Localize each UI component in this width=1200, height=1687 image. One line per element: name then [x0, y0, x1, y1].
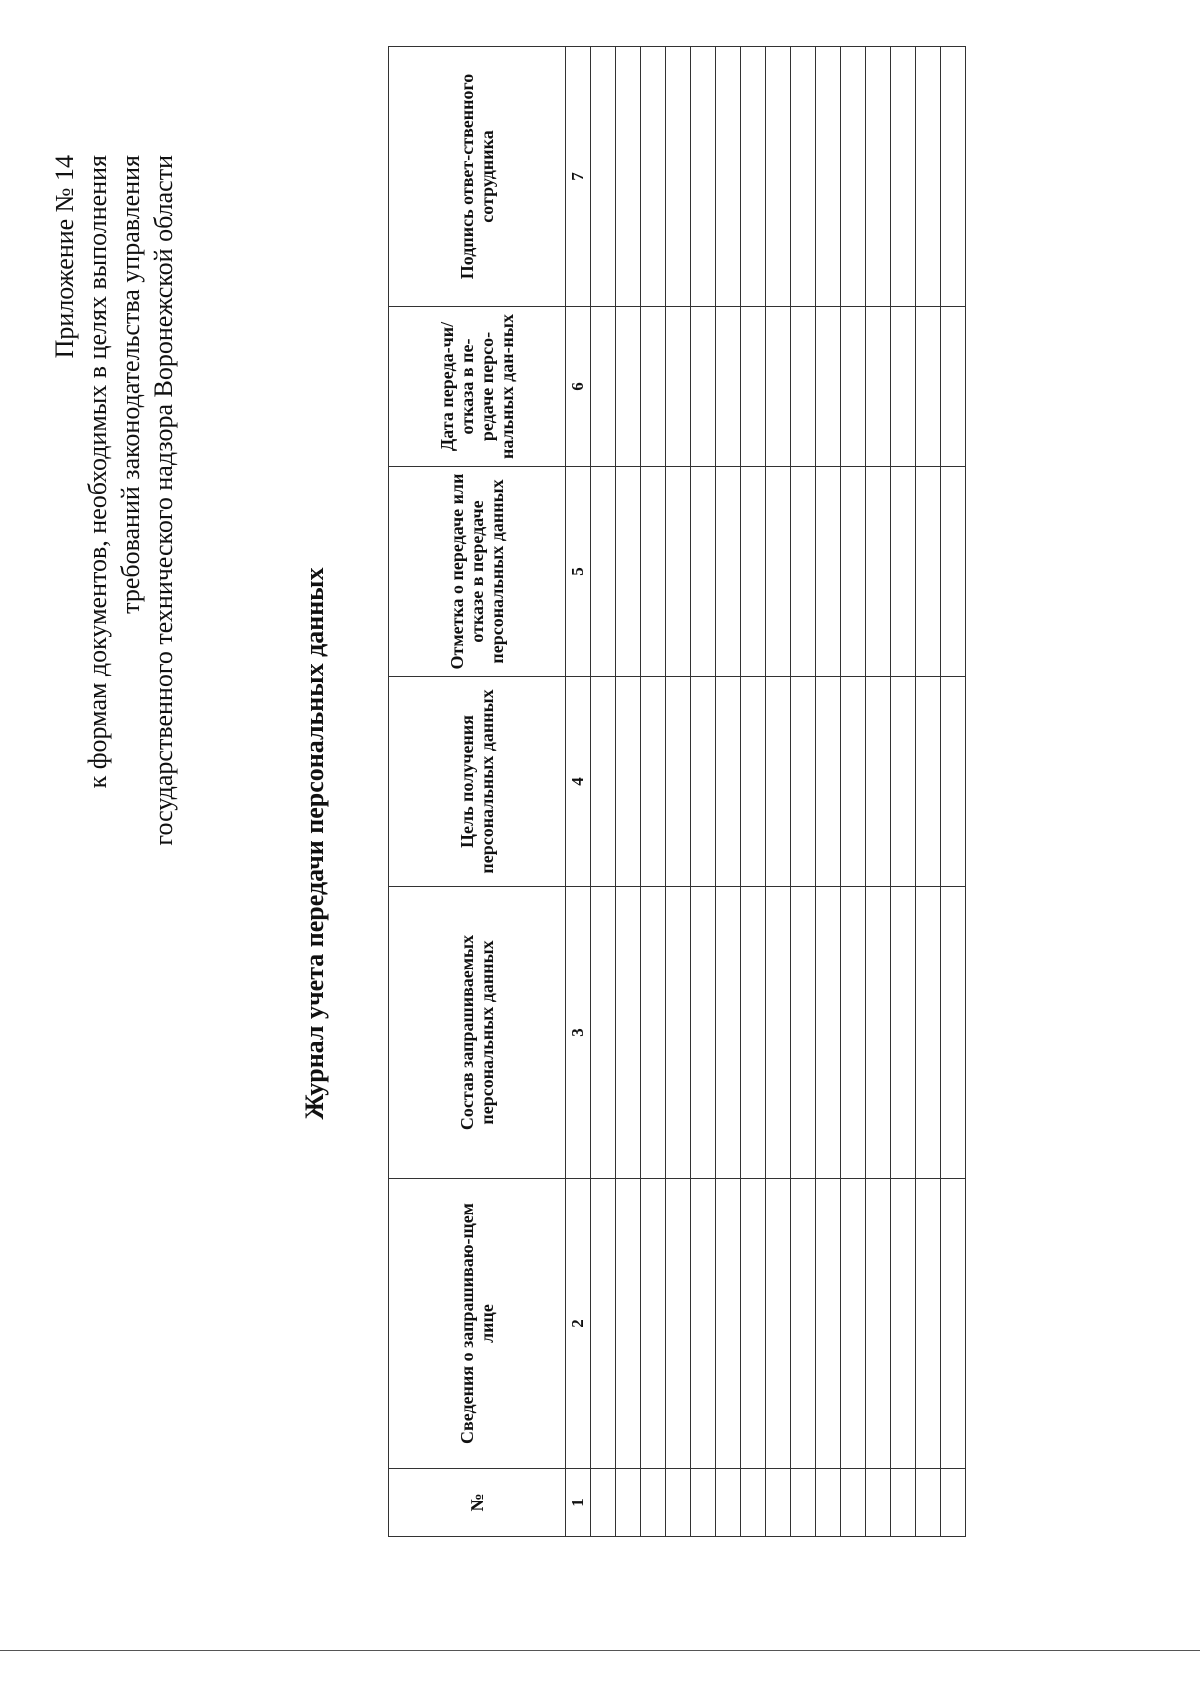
table-cell — [791, 307, 816, 467]
table-cell — [891, 1179, 916, 1469]
journal-title: Журнал учета передачи персональных данных — [300, 567, 329, 1120]
table-cell — [716, 887, 741, 1179]
table-cell — [791, 1179, 816, 1469]
table-cell — [591, 1469, 616, 1537]
table-cell — [641, 887, 666, 1179]
table-cell — [916, 467, 941, 677]
column-number: 1 — [566, 1469, 591, 1537]
table-cell — [791, 467, 816, 677]
table-cell — [691, 887, 716, 1179]
table-cell — [841, 677, 866, 887]
column-number: 7 — [566, 47, 591, 307]
table-cell — [616, 47, 641, 307]
table-cell — [766, 1179, 791, 1469]
appendix-line-2: к формам документов, необходимых в целях выполнения — [83, 155, 112, 789]
table-cell — [891, 467, 916, 677]
journal-table — [388, 46, 966, 1537]
table-cell — [941, 677, 966, 887]
table-row — [816, 47, 841, 1537]
table-cell — [816, 677, 841, 887]
table-row — [591, 47, 616, 1537]
table-cell — [941, 467, 966, 677]
table-cell — [641, 307, 666, 467]
table-cell — [691, 307, 716, 467]
table-cell — [866, 677, 891, 887]
table-cell — [641, 677, 666, 887]
appendix-line-3: требований законодательства управления — [116, 155, 145, 614]
table-cell — [741, 307, 766, 467]
table-cell — [791, 47, 816, 307]
column-number: 6 — [566, 307, 591, 467]
table-cell — [816, 1179, 841, 1469]
table-cell — [591, 307, 616, 467]
table-cell — [616, 1179, 641, 1469]
table-cell — [841, 467, 866, 677]
table-cell — [616, 677, 641, 887]
table-cell — [716, 1469, 741, 1537]
table-cell — [766, 307, 791, 467]
table-cell — [591, 677, 616, 887]
table-cell — [691, 1469, 716, 1537]
table-cell — [891, 47, 916, 307]
table-cell — [616, 1469, 641, 1537]
table-cell — [841, 307, 866, 467]
table-cell — [816, 887, 841, 1179]
table-cell — [616, 887, 641, 1179]
table-row — [766, 47, 791, 1537]
table-cell — [841, 47, 866, 307]
table-cell — [766, 467, 791, 677]
table-cell — [716, 47, 741, 307]
table-cell — [941, 887, 966, 1179]
table-cell — [791, 1469, 816, 1537]
table-row — [691, 47, 716, 1537]
table-cell — [891, 887, 916, 1179]
table-cell — [766, 1469, 791, 1537]
table-cell — [916, 47, 941, 307]
column-number: 3 — [566, 887, 591, 1179]
header-transfer-mark: Отметка о передаче или отказе в передаче персональных данных — [389, 467, 566, 677]
table-cell — [716, 1179, 741, 1469]
table-cell — [741, 467, 766, 677]
table-cell — [941, 1179, 966, 1469]
table-cell — [641, 467, 666, 677]
table-cell — [691, 467, 716, 677]
table-cell — [716, 677, 741, 887]
table-cell — [666, 467, 691, 677]
table-row — [941, 47, 966, 1537]
table-row — [741, 47, 766, 1537]
column-number-row — [566, 47, 591, 1537]
table-cell — [716, 307, 741, 467]
table-cell — [866, 887, 891, 1179]
appendix-number: Приложение № 14 — [50, 155, 79, 359]
table-cell — [591, 1179, 616, 1469]
table-cell — [741, 1179, 766, 1469]
table-row — [616, 47, 641, 1537]
header-requested-data: Состав запрашиваемых персональных данных — [389, 887, 566, 1179]
table-row — [641, 47, 666, 1537]
table-cell — [741, 677, 766, 887]
table-cell — [816, 467, 841, 677]
header-number: № — [389, 1469, 566, 1537]
scan-bottom-rule — [0, 1650, 1200, 1651]
table-cell — [766, 677, 791, 887]
column-number: 2 — [566, 1179, 591, 1469]
table-cell — [666, 47, 691, 307]
table-cell — [916, 887, 941, 1179]
table-cell — [641, 47, 666, 307]
table-row — [791, 47, 816, 1537]
header-requester-info: Сведения о запрашиваю-щем лице — [389, 1179, 566, 1469]
table-cell — [591, 887, 616, 1179]
table-cell — [941, 1469, 966, 1537]
table-cell — [591, 47, 616, 307]
table-cell — [641, 1179, 666, 1469]
table-cell — [916, 1469, 941, 1537]
table-cell — [691, 1179, 716, 1469]
table-cell — [641, 1469, 666, 1537]
table-cell — [816, 47, 841, 307]
appendix-line-4: государственного технического надзора Воронежской области — [149, 155, 178, 846]
table-row — [866, 47, 891, 1537]
table-cell — [616, 467, 641, 677]
table-cell — [816, 307, 841, 467]
table-cell — [741, 887, 766, 1179]
table-cell — [591, 467, 616, 677]
table-cell — [866, 47, 891, 307]
table-cell — [616, 307, 641, 467]
table-cell — [841, 887, 866, 1179]
table-row — [841, 47, 866, 1537]
table-cell — [691, 677, 716, 887]
table-cell — [791, 677, 816, 887]
column-number: 5 — [566, 467, 591, 677]
table-cell — [866, 307, 891, 467]
table-cell — [941, 307, 966, 467]
header-transfer-date: Дата переда-чи/отказа в пе-редаче персо-нальных дан-ных — [389, 307, 566, 467]
table-cell — [666, 1179, 691, 1469]
table-cell — [866, 467, 891, 677]
table-cell — [666, 307, 691, 467]
table-cell — [941, 47, 966, 307]
table-cell — [916, 307, 941, 467]
table-cell — [666, 887, 691, 1179]
table-cell — [891, 307, 916, 467]
table-cell — [791, 887, 816, 1179]
table-cell — [891, 677, 916, 887]
table-cell — [866, 1179, 891, 1469]
table-cell — [716, 467, 741, 677]
table-cell — [766, 887, 791, 1179]
table-cell — [741, 47, 766, 307]
table-cell — [816, 1469, 841, 1537]
header-purpose: Цель получения персональных данных — [389, 677, 566, 887]
table-row — [716, 47, 741, 1537]
appendix-header — [48, 155, 180, 1155]
table-cell — [691, 47, 716, 307]
table-cell — [916, 677, 941, 887]
table-cell — [666, 1469, 691, 1537]
table-cell — [891, 1469, 916, 1537]
table-row — [916, 47, 941, 1537]
table-row — [891, 47, 916, 1537]
table-cell — [666, 677, 691, 887]
table-cell — [741, 1469, 766, 1537]
table-cell — [916, 1179, 941, 1469]
table-cell — [841, 1179, 866, 1469]
table-cell — [766, 47, 791, 307]
column-number: 4 — [566, 677, 591, 887]
header-row — [389, 47, 566, 1537]
header-signature: Подпись ответ-ственного сотрудника — [389, 47, 566, 307]
table-cell — [866, 1469, 891, 1537]
table-cell — [841, 1469, 866, 1537]
table-row — [666, 47, 691, 1537]
